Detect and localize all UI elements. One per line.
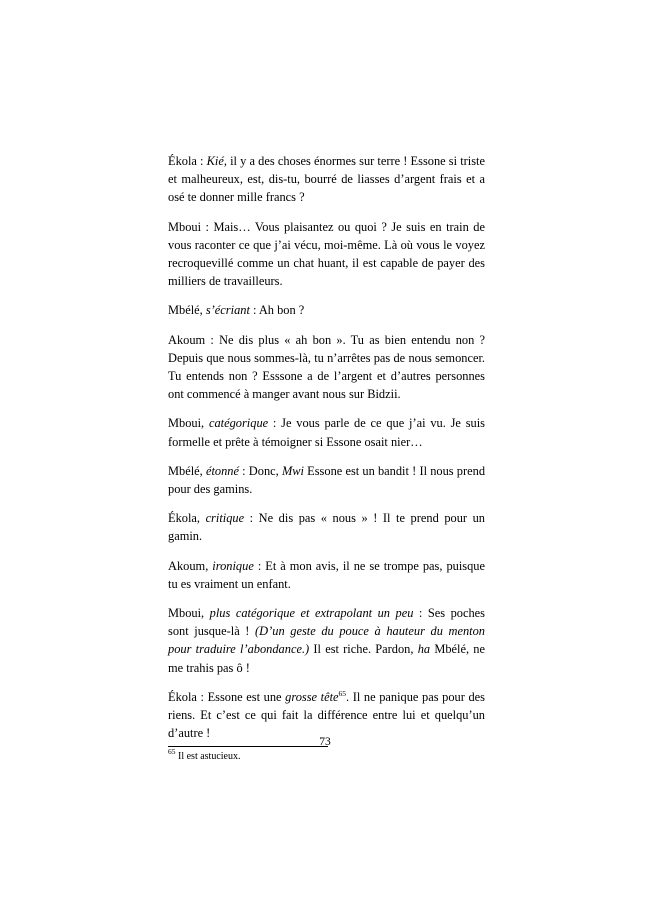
stage-direction: critique <box>205 511 245 526</box>
speaker-name: Ékola <box>168 154 197 168</box>
italic-term: ha <box>417 642 431 657</box>
stage-direction: s’écriant <box>205 303 250 318</box>
speaker-name: Mboui <box>168 606 202 621</box>
stage-direction: étonné <box>205 463 239 478</box>
dialogue-line: Akoum, ironique : Et à mon avis, il ne se trompe pas, puisque tu es vraiment un enfant. <box>168 558 485 591</box>
stage-direction: catégorique <box>208 416 269 431</box>
dialogue-line: Ékola : Essone est une grosse tête$^{65}$. Il ne panique pas pour des riens. Et c’est ce qui fait la différence entre lui et quelqu’un d’autre ! <box>168 688 485 741</box>
italic-term: Mwi <box>281 463 304 478</box>
italic-term: Kié, <box>206 154 227 168</box>
footnote-text: Il est astucieux. <box>175 751 241 763</box>
speaker-name: Akoum <box>168 332 206 347</box>
footnote-number: 65 <box>168 747 176 757</box>
dialogue-line: Ékola, critique : Ne dis pas « nous » ! Il te prend pour un gamin. <box>168 511 485 544</box>
dialogue-line: Akoum : Ne dis plus « ah bon ». Tu as bien entendu non ? Depuis que nous sommes-là, tu n’arrêtes pas de nous semoncer. Tu entends non ? Esssone a de l’argent et d’autres personnes ont commencé à manger avant nous sur Bidzii. <box>168 332 485 402</box>
stage-direction: ironique <box>212 558 254 573</box>
italic-term: grosse tête <box>285 689 339 704</box>
speaker-name: Akoum <box>168 558 206 573</box>
speaker-name: Mbélé <box>168 303 200 318</box>
page-body <box>168 152 485 763</box>
dialogue-line: Mboui, catégorique : Je vous parle de ce que j’ai vu. Je suis formelle et prête à témoigner si Essone osait nier… <box>168 416 485 449</box>
speaker-name: Mboui <box>168 416 202 431</box>
stage-direction: plus catégorique et extrapolant un peu <box>209 606 414 621</box>
dialogue-line: Mboui : Mais… Vous plaisantez ou quoi ? Je suis en train de vous raconter ce que j’ai vécu, moi-même. Là où vous le voyez recroquevillé comme un chat huant, il est capable de payer des milliers de travailleurs. <box>168 219 485 289</box>
dialogue-line: Mbélé, s’écriant : Ah bon ? <box>168 303 305 318</box>
stage-direction: (D’un geste du pouce à hauteur du menton pour traduire l’abondance.) <box>168 624 485 657</box>
footnote <box>168 747 485 763</box>
dialogue-line: Mbélé, étonné : Donc, Mwi Essone est un bandit ! Il nous prend pour des gamins. <box>168 463 486 497</box>
page-number: 73 <box>319 736 331 748</box>
dialogue-line: Ékola : Kié, il y a des choses énormes sur terre ! Essone si triste et malheureux, est, dis-tu, bourré de liasses d’argent frais et a osé te donner mille francs ? <box>168 154 485 205</box>
speaker-name: Ékola <box>168 689 197 704</box>
speaker-name: Mboui <box>168 219 202 234</box>
speaker-name: Mbélé <box>168 463 200 478</box>
dialogue-line: Mboui, plus catégorique et extrapolant un peu : Ses poches sont jusque-là ! (D’un geste du pouce à hauteur du menton pour traduire l’abondance.) Il est riche. Pardon, ha Mbélé, ne me trahis pas ô ! <box>168 606 485 675</box>
footnote-ref: 65 <box>338 688 347 698</box>
speaker-name: Ékola <box>168 511 197 526</box>
